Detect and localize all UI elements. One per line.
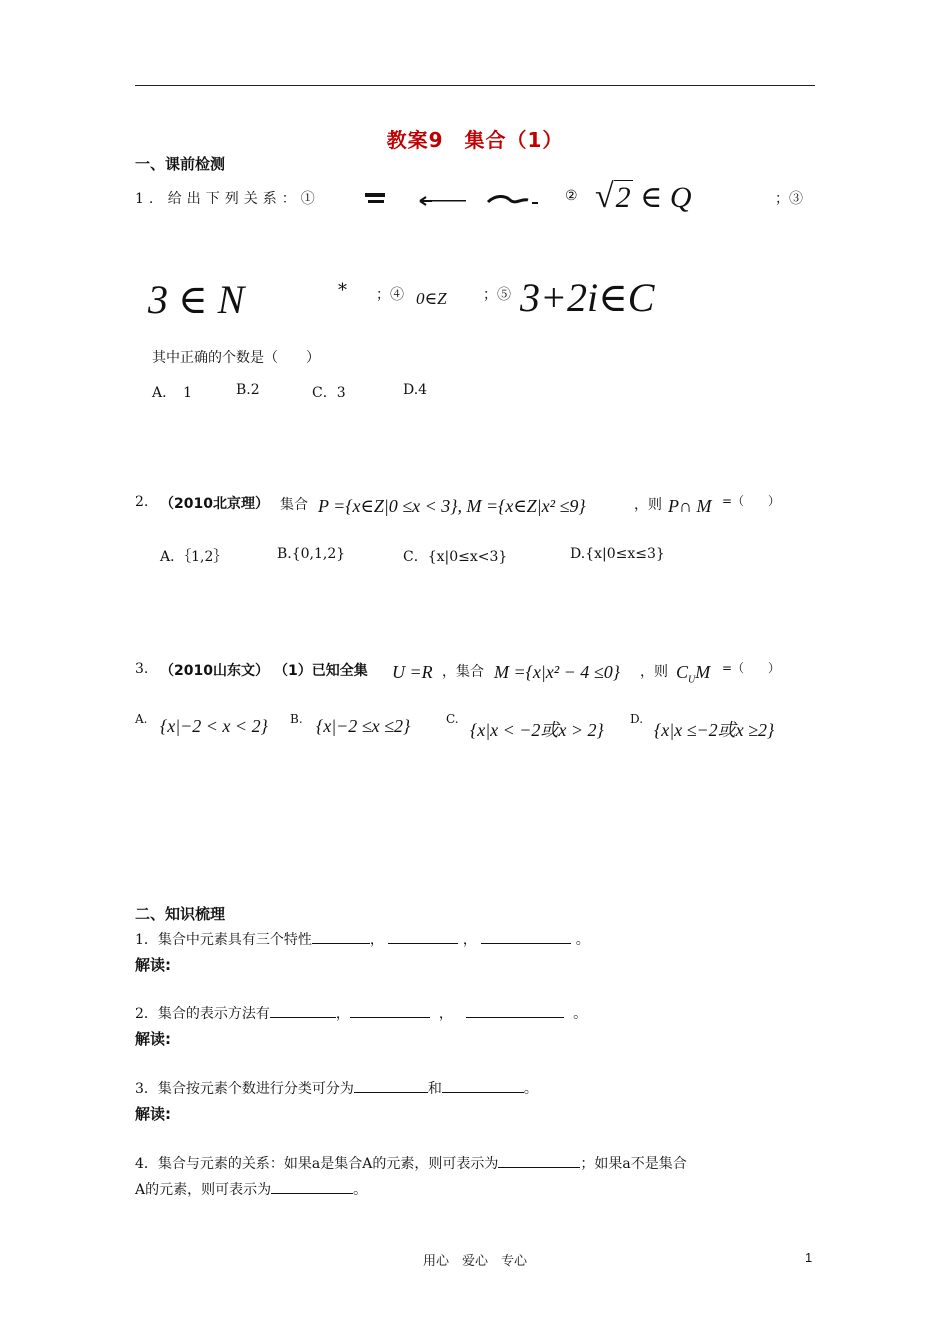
k4-text1: 4．集合与元素的关系：如果a是集合A的元素，则可表示为	[135, 1156, 499, 1172]
q3-text1: ，集合	[442, 664, 484, 680]
q3-source: （2010山东文）	[160, 663, 269, 679]
q3-option-b: {x|−2 ≤x ≤2}	[316, 716, 411, 736]
q1-sqrt-radicand: 2	[615, 181, 631, 214]
q1-num2: ②	[565, 188, 578, 204]
k4-blank-2[interactable]	[271, 1179, 353, 1194]
q1-item5-formula: 3+2i∈C	[520, 275, 655, 320]
q1-option-a: A． 1	[152, 385, 193, 401]
q3-tail: =（ ）	[722, 661, 781, 675]
q2-sets-formula: P ={x∈Z|0 ≤x < 3}, M ={x∈Z|x² ≤9}	[318, 496, 586, 516]
q3-number: 3.	[135, 661, 149, 677]
q1-option-b: B.2	[236, 382, 260, 398]
q1-option-d: D.4	[403, 382, 428, 398]
jiedu-1: 解读:	[135, 956, 171, 974]
q2-source: （2010北京理）	[160, 496, 269, 512]
q1-prefix: 1. 给出下列关系：①	[135, 191, 320, 207]
q2-expr: P∩ M	[668, 496, 712, 516]
k1-end: 。	[575, 932, 590, 948]
k3-line	[135, 1078, 538, 1098]
section-heading-2: 二、知识梳理	[135, 905, 226, 923]
jiedu-3: 解读:	[135, 1105, 171, 1123]
k1-text: 1．集合中元素具有三个特性	[135, 932, 312, 948]
section-heading-1: 一、课前检测	[135, 155, 226, 173]
q2-option-c: C．{x|0≤x<3}	[403, 549, 508, 565]
q3-option-a: {x|−2 < x < 2}	[160, 716, 268, 736]
k1-sep2: ，	[462, 932, 477, 948]
q1-sep: ；③	[775, 191, 803, 207]
k4-line-1	[135, 1153, 687, 1173]
q2-tail: =（ ）	[722, 494, 781, 508]
k2-text: 2．集合的表示方法有	[135, 1006, 270, 1022]
k4-end: 。	[353, 1182, 368, 1198]
k3-blank-2[interactable]	[442, 1078, 524, 1093]
k1-blank-1[interactable]	[312, 929, 370, 944]
k1-blank-3[interactable]	[481, 929, 571, 944]
q1-option-c: C．3	[312, 385, 346, 401]
q2-option-b: B.{0,1,2}	[277, 546, 346, 562]
k4-blank-1[interactable]	[498, 1153, 580, 1168]
q1-num4: ；④	[376, 287, 404, 303]
q2-text2: ，则	[634, 497, 662, 513]
k4-text2: A的元素，则可表示为	[135, 1182, 272, 1198]
k3-end: 。	[523, 1081, 538, 1097]
footer-motto: 用心 爱心 专心	[422, 1254, 527, 1269]
q1-stem: 其中正确的个数是（ ）	[152, 350, 320, 366]
q1-item3-star: *	[338, 280, 347, 301]
jiedu-2: 解读:	[135, 1030, 171, 1048]
k3-blank-1[interactable]	[354, 1078, 428, 1093]
k1-sep1: ，	[369, 932, 384, 948]
k2-sep2: ，	[438, 1006, 453, 1022]
k2-blank-1[interactable]	[270, 1003, 336, 1018]
q2-text1: 集合	[280, 497, 308, 513]
q2-option-a: A．｛1,2｝	[160, 549, 228, 565]
q1-item3-formula: 3 ∈ N	[148, 277, 245, 322]
q1-num5: ；⑤	[483, 287, 511, 303]
header-rule	[135, 85, 815, 86]
k4-mid: ；如果a不是集合	[580, 1156, 687, 1172]
k2-sep1: ，	[335, 1006, 350, 1022]
q2-number: 2.	[135, 494, 149, 510]
q3-text2: ，则	[640, 664, 668, 680]
k3-text: 3．集合按元素个数进行分类可分为	[135, 1081, 354, 1097]
k2-blank-3[interactable]	[466, 1003, 564, 1018]
q3-option-d: {x|x ≤−2或x ≥2}	[654, 720, 775, 740]
k1-line	[135, 929, 590, 949]
q3-option-c: {x|x < −2或x > 2}	[470, 720, 604, 740]
k4-line-2	[135, 1179, 367, 1199]
q1-item2-formula: √2 ∈ Q	[595, 178, 692, 215]
k2-end: 。	[573, 1006, 588, 1022]
q2-option-d: D.{x|0≤x≤3}	[570, 546, 665, 562]
q3-option-d-label: D.	[630, 712, 644, 726]
q3-option-a-label: A.	[135, 712, 148, 726]
q1-item1-garbled	[360, 190, 560, 214]
k2-blank-2[interactable]	[350, 1003, 430, 1018]
k2-line	[135, 1003, 587, 1023]
q3-universe: U =R	[392, 662, 433, 682]
q3-option-b-label: B.	[290, 712, 303, 726]
page-title: 教案9 集合（1）	[386, 128, 564, 152]
k3-mid: 和	[427, 1081, 442, 1097]
q3-set-m: M ={x|x² − 4 ≤0}	[494, 662, 620, 682]
garbled-formula-graphic	[360, 190, 560, 210]
q3-complement: $C_UM$	[676, 662, 711, 686]
q1-item4-formula: 0∈Z	[416, 289, 447, 308]
page-number: 1	[805, 1250, 813, 1265]
q3-option-c-label: C.	[446, 712, 459, 726]
q3-part: （1）已知全集	[274, 663, 368, 679]
k1-blank-2[interactable]	[388, 929, 458, 944]
